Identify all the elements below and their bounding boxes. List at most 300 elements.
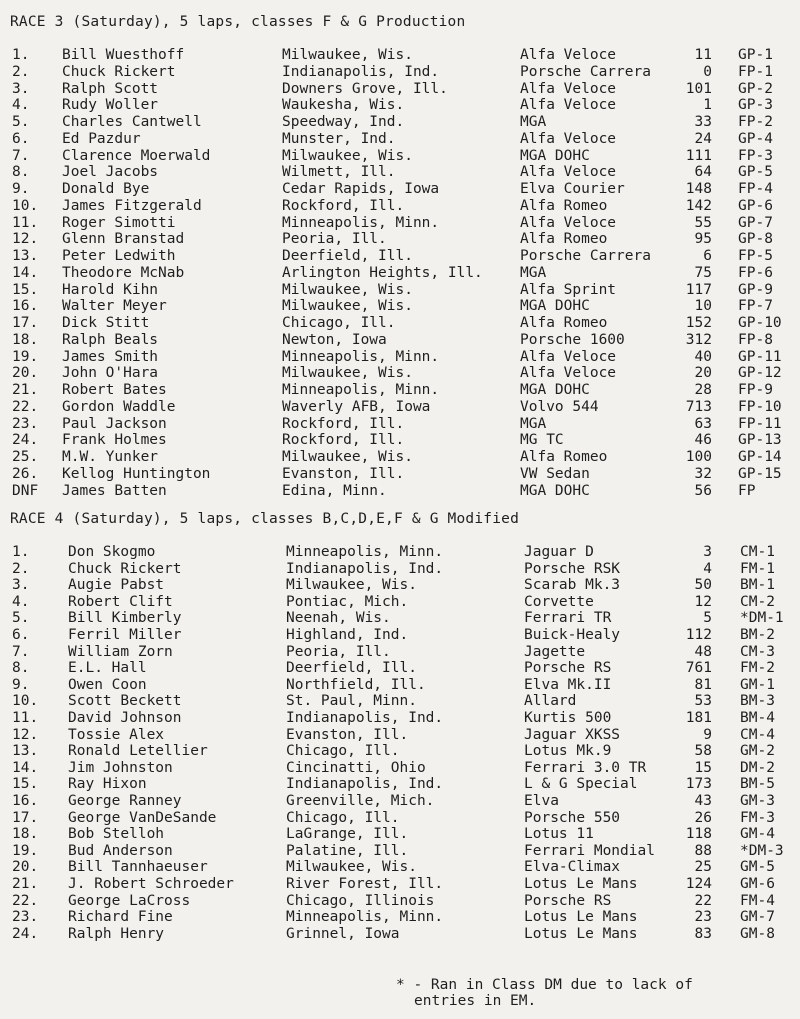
race3-heading: RACE 3 (Saturday), 5 laps, classes F & G Production <box>10 14 466 30</box>
hometown: Milwaukee, Wis. <box>282 298 413 315</box>
driver-name: J. Robert Schroeder <box>68 876 234 892</box>
class-finish: BM-2 <box>740 627 775 643</box>
driver-name: Chuck Rickert <box>62 63 176 80</box>
class-finish: CM-3 <box>740 643 775 660</box>
race4-heading: RACE 4 (Saturday), 5 laps, classes B,C,D,E,F & G Modified <box>10 511 519 527</box>
car-model: Porsche Carrera <box>520 248 651 264</box>
position: 6. <box>12 627 30 643</box>
hometown: Deerfield, Ill. <box>282 248 413 264</box>
driver-name: George LaCross <box>68 892 191 909</box>
car-model: Buick-Healy <box>524 627 621 643</box>
result-row <box>0 114 800 131</box>
driver-name: Ralph Beals <box>62 331 159 348</box>
class-finish: GP-15 <box>738 465 782 482</box>
position: 22. <box>12 892 39 909</box>
position: DNF <box>12 482 39 499</box>
hometown: Rockford, Ill. <box>282 432 405 449</box>
driver-name: Joel Jacobs <box>62 164 159 181</box>
hometown: Deerfield, Ill. <box>286 660 417 677</box>
driver-name: Charles Cantwell <box>62 114 202 130</box>
position: 9. <box>12 676 30 693</box>
result-row <box>0 544 800 561</box>
car-model: Elva <box>524 793 559 809</box>
car-model: Lotus 11 <box>524 826 594 843</box>
result-row <box>0 148 800 165</box>
class-finish: FP-6 <box>738 264 773 281</box>
result-row <box>0 483 800 500</box>
driver-name: Paul Jackson <box>62 415 167 432</box>
hometown: Minneapolis, Minn. <box>282 214 440 231</box>
driver-name: Glenn Branstad <box>62 231 185 248</box>
driver-name: Kellog Huntington <box>62 465 211 482</box>
position: 21. <box>12 382 39 398</box>
position: 15. <box>12 281 39 298</box>
car-model: Jaguar D <box>524 544 594 560</box>
position: 5. <box>12 114 30 130</box>
car-model: Alfa Romeo <box>520 197 608 214</box>
hometown: Rockford, Ill. <box>282 197 405 214</box>
position: 18. <box>12 331 39 348</box>
class-finish: GM-1 <box>740 676 775 693</box>
hometown: Chicago, Illinois <box>286 892 435 909</box>
position: 13. <box>12 743 39 760</box>
result-row <box>0 97 800 114</box>
car-model: Volvo 544 <box>520 398 599 415</box>
class-finish: GM-6 <box>740 876 775 892</box>
driver-name: Ronald Letellier <box>68 743 208 760</box>
position: 17. <box>12 315 39 331</box>
result-row <box>0 561 800 578</box>
car-model: MGA <box>520 415 547 432</box>
result-row <box>0 760 800 777</box>
car-number: 0 <box>703 63 712 80</box>
hometown: Downers Grove, Ill. <box>282 80 448 97</box>
hometown: Milwaukee, Wis. <box>282 47 413 63</box>
position: 19. <box>12 348 39 365</box>
car-model: Allard <box>524 693 577 710</box>
hometown: River Forest, Ill. <box>286 876 444 892</box>
driver-name: George VanDeSande <box>68 809 217 826</box>
driver-name: Richard Fine <box>68 909 173 926</box>
result-row <box>0 859 800 876</box>
class-finish: FP-1 <box>738 63 773 80</box>
driver-name: E.L. Hall <box>68 660 147 677</box>
class-finish: GP-12 <box>738 365 782 382</box>
class-finish: GM-4 <box>740 826 775 843</box>
position: 24. <box>12 432 39 449</box>
position: 11. <box>12 710 39 726</box>
hometown: Indianapolis, Ind. <box>286 710 444 726</box>
result-row <box>0 131 800 148</box>
result-row <box>0 577 800 594</box>
driver-name: Walter Meyer <box>62 298 167 315</box>
result-row <box>0 265 800 282</box>
hometown: Northfield, Ill. <box>286 676 426 693</box>
result-row <box>0 349 800 366</box>
position: 20. <box>12 365 39 382</box>
class-finish: BM-5 <box>740 776 775 793</box>
car-number: 24 <box>694 130 712 147</box>
result-row <box>0 449 800 466</box>
driver-name: Ralph Henry <box>68 925 165 942</box>
hometown: Milwaukee, Wis. <box>286 859 417 876</box>
position: 12. <box>12 231 39 248</box>
class-finish: CM-2 <box>740 593 775 610</box>
result-row <box>0 693 800 710</box>
hometown: Milwaukee, Wis. <box>286 577 417 594</box>
car-model: Jaguar XKSS <box>524 726 621 743</box>
hometown: Minneapolis, Minn. <box>282 382 440 398</box>
hometown: Cincinatti, Ohio <box>286 759 426 776</box>
driver-name: Roger Simotti <box>62 214 176 231</box>
class-finish: GP-11 <box>738 348 782 365</box>
car-model: Lotus Le Mans <box>524 925 638 942</box>
result-row <box>0 47 800 64</box>
result-row <box>0 826 800 843</box>
car-number: 6 <box>703 248 712 264</box>
position: 8. <box>12 164 30 181</box>
position: 10. <box>12 197 39 214</box>
driver-name: Ralph Scott <box>62 80 159 97</box>
class-finish: GP-1 <box>738 47 773 63</box>
result-row <box>0 644 800 661</box>
car-number: 75 <box>694 264 712 281</box>
car-model: Kurtis 500 <box>524 710 612 726</box>
car-model: Scarab Mk.3 <box>524 577 621 594</box>
car-number: 81 <box>694 676 712 693</box>
result-row <box>0 432 800 449</box>
result-row <box>0 315 800 332</box>
result-row <box>0 876 800 893</box>
hometown: Munster, Ind. <box>282 130 396 147</box>
car-model: Porsche 550 <box>524 809 621 826</box>
hometown: St. Paul, Minn. <box>286 693 417 710</box>
hometown: Milwaukee, Wis. <box>282 281 413 298</box>
car-number: 152 <box>685 315 712 331</box>
driver-name: M.W. Yunker <box>62 449 159 465</box>
hometown: Chicago, Ill. <box>286 809 400 826</box>
result-row <box>0 677 800 694</box>
footnote <box>396 977 693 1009</box>
car-number: 3 <box>703 544 712 560</box>
car-number: 713 <box>685 398 712 415</box>
position: 26. <box>12 465 39 482</box>
class-finish: FP-5 <box>738 248 773 264</box>
position: 16. <box>12 793 39 809</box>
class-finish: GM-3 <box>740 793 775 809</box>
class-finish: FM-2 <box>740 660 775 677</box>
driver-name: Bob Stelloh <box>68 826 165 843</box>
position: 1. <box>12 47 30 63</box>
result-row <box>0 164 800 181</box>
result-row <box>0 399 800 416</box>
position: 2. <box>12 560 30 577</box>
car-model: Ferrari TR <box>524 610 612 627</box>
result-row <box>0 793 800 810</box>
driver-name: Donald Bye <box>62 181 150 197</box>
position: 13. <box>12 248 39 264</box>
hometown: Neenah, Wis. <box>286 610 391 627</box>
class-finish: DM-2 <box>740 759 775 776</box>
driver-name: Clarence Moerwald <box>62 147 211 164</box>
result-row <box>0 382 800 399</box>
position: 25. <box>12 449 39 465</box>
class-finish: FP-10 <box>738 398 782 415</box>
class-finish: FP <box>738 482 756 499</box>
car-number: 20 <box>694 365 712 382</box>
result-row <box>0 466 800 483</box>
car-model: Ferrari Mondial <box>524 842 655 859</box>
class-finish: FM-1 <box>740 560 775 577</box>
position: 18. <box>12 826 39 843</box>
hometown: Edina, Minn. <box>282 482 387 499</box>
result-row <box>0 727 800 744</box>
hometown: Waukesha, Wis. <box>282 97 405 114</box>
result-row <box>0 181 800 198</box>
car-model: MG TC <box>520 432 564 449</box>
hometown: Evanston, Ill. <box>286 726 409 743</box>
car-model: MGA DOHC <box>520 482 590 499</box>
driver-name: Bill Wuesthoff <box>62 47 185 63</box>
hometown: Minneapolis, Minn. <box>282 348 440 365</box>
hometown: Indianapolis, Ind. <box>282 63 440 80</box>
car-model: Alfa Veloce <box>520 348 617 365</box>
class-finish: GP-6 <box>738 197 773 214</box>
position: 23. <box>12 415 39 432</box>
car-number: 58 <box>694 743 712 760</box>
car-model: Corvette <box>524 593 594 610</box>
class-finish: GP-9 <box>738 281 773 298</box>
car-number: 83 <box>694 925 712 942</box>
car-number: 111 <box>685 147 712 164</box>
car-number: 22 <box>694 892 712 909</box>
result-row <box>0 743 800 760</box>
hometown: Milwaukee, Wis. <box>282 449 413 465</box>
position: 23. <box>12 909 39 926</box>
driver-name: Theodore McNab <box>62 264 185 281</box>
result-row <box>0 893 800 910</box>
result-row <box>0 710 800 727</box>
car-number: 26 <box>694 809 712 826</box>
position: 11. <box>12 214 39 231</box>
result-row <box>0 776 800 793</box>
result-row <box>0 298 800 315</box>
result-row <box>0 416 800 433</box>
car-model: Porsche 1600 <box>520 331 625 348</box>
car-model: Jagette <box>524 643 586 660</box>
result-row <box>0 610 800 627</box>
result-row <box>0 332 800 349</box>
car-model: Porsche RS <box>524 892 612 909</box>
hometown: Rockford, Ill. <box>282 415 405 432</box>
car-model: Alfa Romeo <box>520 231 608 248</box>
driver-name: Augie Pabst <box>68 577 165 594</box>
car-number: 1 <box>703 97 712 114</box>
class-finish: GM-8 <box>740 925 775 942</box>
car-model: Elva-Climax <box>524 859 621 876</box>
car-number: 32 <box>694 465 712 482</box>
driver-name: James Smith <box>62 348 159 365</box>
position: 1. <box>12 544 30 560</box>
result-row <box>0 627 800 644</box>
car-model: Alfa Veloce <box>520 80 617 97</box>
class-finish: GP-2 <box>738 80 773 97</box>
car-model: Alfa Veloce <box>520 97 617 114</box>
result-row <box>0 64 800 81</box>
car-model: Lotus Le Mans <box>524 876 638 892</box>
hometown: Newton, Iowa <box>282 331 387 348</box>
driver-name: Tossie Alex <box>68 726 165 743</box>
car-number: 5 <box>703 610 712 627</box>
position: 21. <box>12 876 39 892</box>
car-number: 15 <box>694 759 712 776</box>
hometown: Indianapolis, Ind. <box>286 776 444 793</box>
driver-name: George Ranney <box>68 793 182 809</box>
class-finish: GP-13 <box>738 432 782 449</box>
result-row <box>0 248 800 265</box>
position: 3. <box>12 80 30 97</box>
driver-name: Harold Kihn <box>62 281 159 298</box>
class-finish: BM-1 <box>740 577 775 594</box>
car-number: 100 <box>685 449 712 465</box>
car-model: Alfa Sprint <box>520 281 617 298</box>
car-model: Elva Courier <box>520 181 625 197</box>
hometown: Palatine, Ill. <box>286 842 409 859</box>
class-finish: GP-10 <box>738 315 782 331</box>
car-number: 148 <box>685 181 712 197</box>
hometown: Indianapolis, Ind. <box>286 560 444 577</box>
car-model: Porsche Carrera <box>520 63 651 80</box>
class-finish: GP-4 <box>738 130 773 147</box>
driver-name: Dick Stitt <box>62 315 150 331</box>
driver-name: Robert Clift <box>68 593 173 610</box>
car-model: Alfa Veloce <box>520 130 617 147</box>
car-number: 142 <box>685 197 712 214</box>
driver-name: Jim Johnston <box>68 759 173 776</box>
car-number: 63 <box>694 415 712 432</box>
position: 10. <box>12 693 39 710</box>
position: 4. <box>12 97 30 114</box>
car-model: Porsche RSK <box>524 560 621 577</box>
result-row <box>0 594 800 611</box>
driver-name: Chuck Rickert <box>68 560 182 577</box>
result-row <box>0 926 800 943</box>
position: 17. <box>12 809 39 826</box>
driver-name: Scott Beckett <box>68 693 182 710</box>
car-model: L & G Special <box>524 776 638 793</box>
footnote-line-2: entries in EM. <box>414 993 537 1009</box>
class-finish: GP-3 <box>738 97 773 114</box>
driver-name: Don Skogmo <box>68 544 156 560</box>
car-model: MGA <box>520 114 547 130</box>
class-finish: GP-8 <box>738 231 773 248</box>
position: 4. <box>12 593 30 610</box>
footnote-line-1: * - Ran in Class DM due to lack of <box>396 977 693 993</box>
hometown: LaGrange, Ill. <box>286 826 409 843</box>
car-number: 43 <box>694 793 712 809</box>
hometown: Milwaukee, Wis. <box>282 365 413 382</box>
car-model: MGA <box>520 264 547 281</box>
class-finish: GP-5 <box>738 164 773 181</box>
car-number: 181 <box>685 710 712 726</box>
class-finish: CM-1 <box>740 544 775 560</box>
car-number: 12 <box>694 593 712 610</box>
driver-name: Gordon Waddle <box>62 398 176 415</box>
class-finish: *DM-3 <box>740 842 784 859</box>
car-model: Ferrari 3.0 TR <box>524 759 647 776</box>
driver-name: Bill Kimberly <box>68 610 182 627</box>
car-model: Lotus Le Mans <box>524 909 638 926</box>
driver-name: Bud Anderson <box>68 842 173 859</box>
result-row <box>0 810 800 827</box>
position: 24. <box>12 925 39 942</box>
hometown: Chicago, Ill. <box>286 743 400 760</box>
result-row <box>0 231 800 248</box>
class-finish: GM-7 <box>740 909 775 926</box>
position: 6. <box>12 130 30 147</box>
result-row <box>0 198 800 215</box>
class-finish: GP-14 <box>738 449 782 465</box>
class-finish: GM-2 <box>740 743 775 760</box>
driver-name: Ed Pazdur <box>62 130 141 147</box>
position: 2. <box>12 63 30 80</box>
hometown: Greenville, Mich. <box>286 793 435 809</box>
position: 14. <box>12 264 39 281</box>
car-number: 4 <box>703 560 712 577</box>
car-model: Alfa Veloce <box>520 164 617 181</box>
hometown: Cedar Rapids, Iowa <box>282 181 440 197</box>
car-model: Alfa Romeo <box>520 315 608 331</box>
position: 5. <box>12 610 30 627</box>
position: 14. <box>12 759 39 776</box>
car-number: 11 <box>694 47 712 63</box>
hometown: Waverly AFB, Iowa <box>282 398 431 415</box>
driver-name: Peter Ledwith <box>62 248 176 264</box>
driver-name: Ferril Miller <box>68 627 182 643</box>
class-finish: CM-4 <box>740 726 775 743</box>
driver-name: Owen Coon <box>68 676 147 693</box>
car-model: Alfa Veloce <box>520 47 617 63</box>
car-model: Alfa Romeo <box>520 449 608 465</box>
car-number: 761 <box>685 660 712 677</box>
class-finish: FP-4 <box>738 181 773 197</box>
class-finish: FP-7 <box>738 298 773 315</box>
car-number: 40 <box>694 348 712 365</box>
car-number: 95 <box>694 231 712 248</box>
car-number: 118 <box>685 826 712 843</box>
car-number: 112 <box>685 627 712 643</box>
position: 7. <box>12 147 30 164</box>
position: 22. <box>12 398 39 415</box>
car-model: Alfa Veloce <box>520 365 617 382</box>
driver-name: Rudy Woller <box>62 97 159 114</box>
driver-name: James Batten <box>62 482 167 499</box>
car-number: 46 <box>694 432 712 449</box>
car-number: 124 <box>685 876 712 892</box>
result-row <box>0 81 800 98</box>
car-model: Alfa Veloce <box>520 214 617 231</box>
class-finish: GM-5 <box>740 859 775 876</box>
hometown: Speedway, Ind. <box>282 114 405 130</box>
class-finish: FM-4 <box>740 892 775 909</box>
position: 20. <box>12 859 39 876</box>
position: 15. <box>12 776 39 793</box>
driver-name: Ray Hixon <box>68 776 147 793</box>
class-finish: FM-3 <box>740 809 775 826</box>
car-number: 33 <box>694 114 712 130</box>
hometown: Peoria, Ill. <box>282 231 387 248</box>
car-number: 28 <box>694 382 712 398</box>
